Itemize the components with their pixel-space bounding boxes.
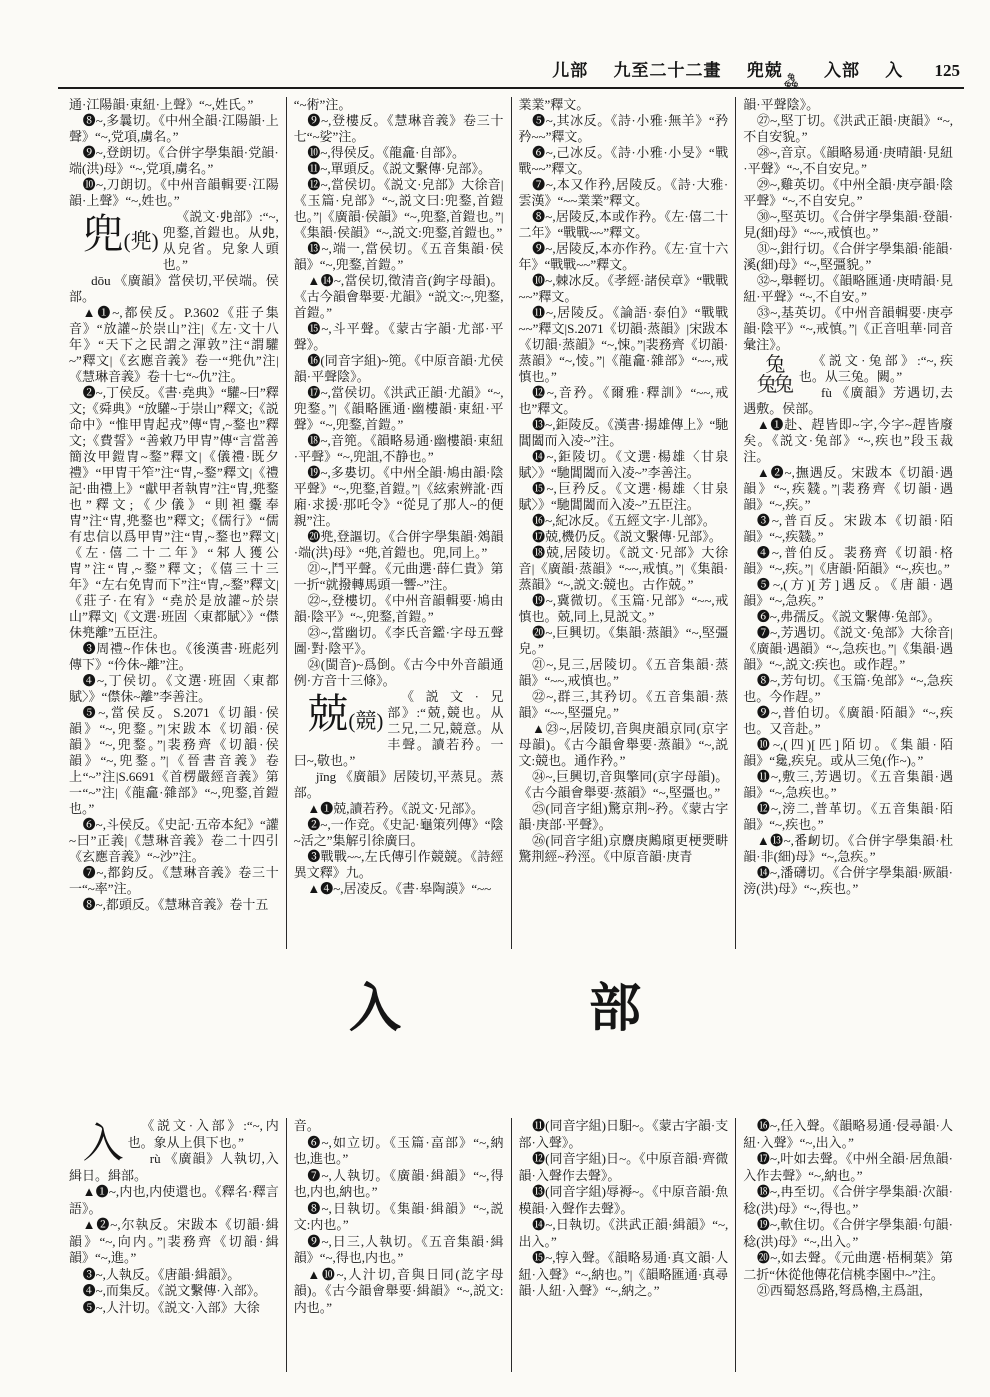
dictionary-entry: ⓱~,當侯切。《洪武正韻·尤韻》“~,兜鍪。”|《韻略匯通·幽樓韻·東紐·平聲》“~,兜鍪,首鎧。” <box>293 385 504 432</box>
dictionary-entry: ⓯~,斗平聲。《蒙古字韻·尤部·平聲》。 <box>293 321 504 352</box>
dictionary-entry: ❿~,得侯反。《龍龕·自部》。 <box>307 145 466 160</box>
dictionary-entry: ⓯~,犉入聲。《韻略易通·真文韻·人紐·入聲》“~,納也。”|《韻略匯通·真尋韻·人紐·入聲》“~,納之。” <box>518 1250 729 1298</box>
header-stroke-range: 九至二十二畫 <box>613 61 722 80</box>
dictionary-entry: ⓫(同音字組)日馹~。《蒙古字韻·支部·入聲》。 <box>518 1118 729 1150</box>
dictionary-entry: ㉑~,見三,居陵切。《五音集韻·蒸韻》“~~,戒慎也。” <box>518 657 729 688</box>
header-next-section: 入部 <box>824 61 860 80</box>
dictionary-entry: ▲❷~,尔執反。宋跋本《切韻·緝韻》“~,向内。”|裴務齊《切韻·緝韻》“~,進。” <box>69 1217 279 1265</box>
headword-block <box>69 1118 279 1166</box>
dictionary-entry: ㉜~,舉輕切。《韻略匯通·庚晴韻·見紐·平聲》“~,不自安。” <box>743 273 953 304</box>
dictionary-entry: ㉒~,群三,其矜切。《五音集韻·蒸韻》“~~,堅彊皃。” <box>518 689 729 720</box>
headword-block <box>294 689 504 769</box>
bottom-section <box>62 1118 960 1372</box>
dictionary-entry: ⓳~,冀微切。《玉篇·兄部》“~~,戒慎也。兢,同上,見説文。” <box>518 593 729 624</box>
bottom-column-3 <box>511 1118 736 1372</box>
dictionary-entry: ⓯~,巨矜反。《文選·楊雄〈甘泉賦〉》“馳閶闔而入凌~”五臣注。 <box>518 481 729 512</box>
dictionary-entry: ❼~,人執切。《廣韻·緝韻》“~,得也,内也,納也。” <box>293 1167 504 1199</box>
dictionary-entry: ▲⓮~,當侯切,徵清音(鉤字母韻)。《古今韻會舉要·尤韻》“説文:~,兜鍪,首鎧。” <box>293 273 504 320</box>
dictionary-entry: ❿~,刀朗切。《中州音韻輯要·江陽韻·上聲》“~,姓也。” <box>69 177 279 208</box>
dictionary-entry: ▲❹~,居凌反。《書·皋陶謨》“~~ <box>307 881 492 896</box>
dictionary-entry: ❿~,棘冰反。《孝經·諸侯章》“戰戰~~”釋文。 <box>518 273 729 304</box>
pinyin-reading: fù 《廣韻》芳遇切,去遇敷。侯部。 <box>743 385 953 416</box>
header-next-char: 入 <box>885 61 904 80</box>
headword-character: 兢(競) <box>307 691 384 737</box>
dictionary-entry: ⓱兢,機仍反。《説文繫傳·兄部》。 <box>532 529 722 544</box>
column-1 <box>62 97 286 949</box>
dictionary-entry: ⓮~,鉅陵切。《文選·楊雄〈甘泉賦〉》“馳閶闔而入凌~”李善注。 <box>518 449 729 480</box>
bottom-column-2 <box>286 1118 511 1372</box>
dictionary-entry: ㉙~,雞英切。《中州全韻·庚亭韻·陰平聲》“~,不自安皃。” <box>743 177 953 208</box>
dictionary-entry: ▲❶赴、趕皆即~字,今字~趕皆廢矣。《説文·兔部》“~,疾也”段玉裁注。 <box>743 417 953 464</box>
pinyin-reading: dōu 《廣韻》當侯切,平侯端。侯部。 <box>69 273 279 304</box>
dictionary-entry: ❼~,本又作矜,居陵反。《詩·大雅·雲漢》“~~業業”釋文。 <box>518 177 729 208</box>
dictionary-entry: ⓳~,多婁切。《中州全韻·鳩由韻·陰平聲》“~,兜鍪,首鎧。”|《絃索辨訛·西廂·求援·那吒令》“從見了那人~的便親”注。 <box>293 465 504 528</box>
dictionary-entry: ❽~,都頭反。《慧琳音義》卷十五 <box>82 897 269 912</box>
dictionary-entry: ㉔~,巨興切,音與擎同(京字母韻)。《古今韻會舉要·蒸韻》“~,堅彊也。” <box>518 769 729 800</box>
dictionary-entry: ❸~,普百反。宋跋本《切韻·陌韻》“~,疾𠓙。” <box>743 513 953 544</box>
headword-gloss: 《説文·入部》:“~,内也。象从上俱下也。” <box>127 1118 279 1150</box>
dictionary-entry: ❹~,而集反。《説文繫傳·入部》。 <box>82 1283 267 1298</box>
dictionary-entry: ⓫~,居陵反。《論語·泰伯》“戰戰~~”釋文|S.2071《切韻·蒸韻》|宋跋本《切韻·蒸韻》“~,悚。”|裴務齊《切韻·蒸韻》“~,㥄。”|《龍龕·雜部》“~~,戒慎也。” <box>518 305 729 384</box>
header-characters: 兜兢 兔 兔兔 <box>746 61 798 90</box>
continuation-text: 音。 <box>293 1118 320 1133</box>
top-section <box>62 97 960 949</box>
dictionary-entry: ⓭~,端一,當侯切。《五音集韻·侯韻》“~,兜鍪,首鎧。” <box>293 241 504 272</box>
dictionary-entry: ❷~,一作竞。《史記·龜策列傳》“陰~活之”集解引徐廣曰。 <box>293 817 504 848</box>
continuation-text: 韻·平聲陰》。 <box>743 97 820 112</box>
headword-character: 入 <box>82 1120 124 1166</box>
headword-variant: (兠) <box>123 229 159 253</box>
dictionary-entry: ❽~,多曩切。《中州全韻·江陽韻·上聲》“~,党項,虜名。” <box>69 113 279 144</box>
dictionary-entry: ⓮~,潘礴切。《合併字學集韻·厥韻·滂(洪)母》“~,疾也。” <box>743 865 953 896</box>
dictionary-entry: ㉚~,堅英切。《合併字學集韻·登韻·見(細)母》“~~,戒慎也。” <box>743 209 953 240</box>
headword-block <box>743 353 953 396</box>
divider-char-first: 入 <box>348 981 401 1038</box>
dictionary-entry: ⓲~,音篼。《韻略易通·幽樓韻·東紐·平聲》“~,兜詛,不静也。” <box>293 433 504 464</box>
dictionary-entry: ▲❶~,内也,内使還也。《釋名·釋言語》。 <box>69 1184 279 1216</box>
dictionary-entry: ▲❿~,人汁切,音與日同(訖字母韻)。《古今韻會舉要·緝韻》“~,説文:内也。” <box>293 1266 504 1315</box>
headword-variant: (競) <box>348 709 384 733</box>
dictionary-entry: ❾~,登朗切。《合併字學集韻·党韻·端(洪)母》“~,党項,虜名。” <box>69 145 279 176</box>
dictionary-entry: ❻~,斗侯反。《史記·五帝本紀》“讙~曰”正義|《慧琳音義》卷二十四引《玄應音義》“~沙”注。 <box>69 817 279 864</box>
dictionary-entry: ⓮~,日執切。《洪武正韻·緝韻》“~,出入。” <box>518 1217 729 1249</box>
dictionary-entry: ㉝~,基英切。《中州音韻輯要·庚亭韻·陰平》“~,戒慎。”|《正音咀華·同音彙注》。 <box>743 305 953 352</box>
dictionary-entry: ⓫~,單頭反。《説文繫傳·皃部》。 <box>307 161 492 176</box>
dictionary-entry: ❽~,居陵反,本或作矜。《左·僖二十二年》“戰戰~~”釋文。 <box>518 209 729 240</box>
dictionary-entry: ㉓~,當幽切。《李氏音鑑·字母五聲圖·對·陰平》。 <box>293 625 504 656</box>
dictionary-entry: ❻~,己冰反。《詩·小雅·小旻》“戰戰~~”釋文。 <box>518 145 729 176</box>
headword-gloss: 《説文·兔部》:“~,疾也。从三兔。闕。” <box>798 353 953 384</box>
dictionary-entry: ㉗~,堅丁切。《洪武正韻·庚韻》“~,不自安貌。” <box>743 113 953 144</box>
dictionary-entry: ⓰(同音字組)~篼。《中原音韻·尤侯韻·平聲陰》。 <box>293 353 504 384</box>
dictionary-entry: ㉒~,登樓切。《中州音韻輯要·鳩由韻·陰平》“~,兜鍪,首鎧。” <box>293 593 504 624</box>
three-rabbit-character: 兔 兔兔 <box>783 73 798 90</box>
dictionary-entry: ❻~,弗孺反。《説文繫傳·兔部》。 <box>756 609 941 624</box>
continuation-text: 業業”釋文。 <box>518 97 590 112</box>
continuation-text: 通·江陽韻·東紐·上聲》“~,姓氏。” <box>69 97 254 112</box>
dictionary-entry: ❼~,都鈞反。《慧琳音義》卷三十一“~率”注。 <box>69 865 279 896</box>
dictionary-entry: ㉕(同音字組)驚京荆~矜。《蒙古字韻·庚部·平聲》。 <box>518 801 729 832</box>
header-radical-section: 儿部 <box>552 61 589 80</box>
dictionary-entry: ⓱~,叶如去聲。《中州全韻·居魚韻·入作去聲》“~,納也。” <box>743 1151 953 1183</box>
dictionary-entry: ⓭~,鉅陵反。《漢書·揚雄傳上》“馳閶闔而入凌~”注。 <box>518 417 729 448</box>
dictionary-entry: ▲❶~,都侯反。P.3602《莊子集音》“放讙~於崇山”注|《左·文十八年》“天下之民謂之渾敦”注“謂驩~”釋文|《玄應音義》卷一“兠仇”注|《慧琳音義》卷十七“~仇”注。 <box>69 305 279 384</box>
divider-char-second: 部 <box>589 981 642 1038</box>
page-header <box>62 56 960 90</box>
bottom-column-4 <box>735 1118 960 1372</box>
column-3 <box>511 97 736 949</box>
continuation-text: “~術”注。 <box>293 97 352 112</box>
dictionary-entry: ▲❷~,撫遇反。宋跋本《切韻·遇韻》“~,疾𠓙。”|裴務齊《切韻·遇韻》“~,疾。” <box>743 465 953 512</box>
dictionary-entry: ❸周禮~作佅也。《後漢書·班彪列傳下》“仱佅~離”注。 <box>69 641 279 672</box>
column-4 <box>735 97 960 949</box>
pinyin-reading: jīng 《廣韻》居陵切,平蒸見。蒸部。 <box>293 769 504 800</box>
headword-three-rabbit-character: 兔 兔兔 <box>756 354 791 396</box>
dictionary-entry: ㉖(同音字組)京麖庚鶊廎更梗燛畊驚荆經~矜涇。《中原音韻·庚青 <box>518 833 729 864</box>
dictionary-entry: ❻~,如立切。《玉篇·畗部》“~,納也,進也。” <box>293 1134 504 1166</box>
page-number: 125 <box>934 61 960 80</box>
dictionary-entry: ❾~,登樓反。《慧琳音義》卷三十七“~娑”注。 <box>293 113 504 144</box>
headword-gloss: 《説文·𠑹部》:“~,兜鍪,首鎧也。从𠑹,从皃省。皃象人頭也。” <box>162 209 279 272</box>
dictionary-entry: ㉑~,鬥平聲。《元曲選·薛仁貴》第一折“就撥轉馬頭一響~”注。 <box>293 561 504 592</box>
dictionary-entry: ⓭(同音字組)辱褥~。《中原音韻·魚模韻·入聲作去聲》。 <box>518 1184 729 1216</box>
dictionary-entry: ❺~,(方)[芳]遇反。《唐韻·遇韻》“~,急疾。” <box>743 577 953 608</box>
dictionary-entry: ❺~,其冰反。《詩·小雅·無羊》“矜矜~~”釋文。 <box>518 113 729 144</box>
headword-character: 兜(兠) <box>82 211 159 257</box>
dictionary-entry: ⓲兢,居陵切。《説文·兄部》大徐音|《廣韻·蒸韻》“~~,戒慎。”|《集韻·蒸韻》“~,説文:競也。古作兢。” <box>518 545 729 592</box>
dictionary-entry: ❾~,居陵反,本亦作矜。《左·宣十六年》“戰戰~~”釋文。 <box>518 241 729 272</box>
dictionary-entry: ⓬~,音矜。《爾雅·釋訓》“~~,戒也”釋文。 <box>518 385 729 416</box>
pinyin-reading: rù 《廣韻》人執切,入緝日。緝部。 <box>69 1151 279 1183</box>
dictionary-entry: ⓫~,敷三,芳遇切。《五音集韻·遇韻》“~,急疾也。” <box>743 769 953 800</box>
dictionary-entry: ㉘~,音京。《韻略易通·庚晴韻·見紐·平聲》“~,不自安皃。” <box>743 145 953 176</box>
dictionary-entry: ⓬~,當侯切。《説文·皃部》大徐音|《玉篇·皃部》“~,説文曰:兜鍪,首鎧也。”|《廣韻·侯韻》“~,兜鍪,首鎧也。”|《集韻·侯韻》“~,説文:兜鍪,首鎧也。” <box>293 177 504 240</box>
bottom-column-1 <box>62 1118 286 1372</box>
dictionary-entry: ㉑西蜀怒爲路,弩爲櫓,主爲詛, <box>756 1283 923 1298</box>
dictionary-entry: ⓴~,如去聲。《元曲選·梧桐葉》第二折“休從他傳花信桃李園中~”注。 <box>743 1250 953 1282</box>
dictionary-entry: ⓲~,冉至切。《合併字學集韻·次韻·稔(洪)母》“~,得也。” <box>743 1184 953 1216</box>
dictionary-entry: ❹~,普伯反。裴務齊《切韻·格韻》“~,疾。”|《唐韻·陌韻》“~,疾也。” <box>743 545 953 576</box>
dictionary-entry: ❸~,人執反。《唐韻·緝韻》。 <box>82 1266 241 1282</box>
dictionary-entry: ❺~,人汁切。《説文·入部》大徐 <box>82 1299 260 1315</box>
dictionary-entry: ❼~,芳遇切。《説文·兔部》大徐音|《廣韻·遇韻》“~,急疾也。”|《集韻·遇韻》“~,説文:疾也。或作趕。” <box>743 625 953 672</box>
dictionary-entry: ❹~,丁侯切。《文選·班固〈東都賦〉》“僸佅~離”李善注。 <box>69 673 279 704</box>
dictionary-entry: ❽~,芳句切。《玉篇·兔部》“~,急疾也。今作趕。” <box>743 673 953 704</box>
dictionary-entry: ❿~,(四)[匹]陌切。《集韻·陌韻》“毚,疾皃。或从三兔(作~)。” <box>743 737 953 768</box>
section-divider <box>0 981 990 1038</box>
dictionary-entry: ㉛~,鉗行切。《合併字學集韻·能韻·溪(細)母》“~,堅彊貌。” <box>743 241 953 272</box>
header-rule <box>58 87 964 89</box>
column-2 <box>286 97 511 949</box>
dictionary-entry: ⓳~,軟住切。《合併字學集韻·句韻·稔(洪)母》“~,出入。” <box>743 1217 953 1249</box>
dictionary-entry: ❺~,當侯反。S.2071《切韻·侯韻》“~,兜鍪。”|宋跋本《切韻·侯韻》“~,兜鍪。”|裴務齊《切韻·侯韻》“~,兜鍪。”|《晉書音義》卷上“~”注|S.6691《首楞嚴經音義》第一“~”注|《龍龕·雜部》“~,兜鍪,首鎧也。” <box>69 705 279 816</box>
dictionary-entry: ⓰~,紀冰反。《五經文字·儿部》。 <box>532 513 716 528</box>
headword-block <box>69 209 279 273</box>
headword-gloss: 《説文·兄部》:“兢,競也。从二兄,二兄,競意。从丰聲。讀若矜。一曰~,敬也。” <box>293 689 504 768</box>
dictionary-entry: ⓴兠,登謳切。《合併字學集韻·鵁韻·端(洪)母》“兠,首鎧也。兜,同上。” <box>293 529 504 560</box>
dictionary-entry: ⓬~,滂二,普革切。《五音集韻·陌韻》“~,疾也。” <box>743 801 953 832</box>
dictionary-entry: ▲❶兢,讀若矜。《説文·兄部》。 <box>307 801 484 816</box>
dictionary-entry: ⓰~,任入聲。《韻略易通·侵尋韻·人紐·入聲》“~,出入。” <box>743 1118 953 1150</box>
dictionary-entry: ㉔(閩音)~爲倒。《古今中外音韻通例·方音十三條》。 <box>293 657 504 688</box>
dictionary-entry: ❾~,普伯切。《廣韻·陌韻》“~,疾也。又音赴。” <box>743 705 953 736</box>
dictionary-entry: ▲⓭~,番衂切。《合併字學集韻·杜韻·非(細)母》“~,急疾。” <box>743 833 953 864</box>
dictionary-entry: ⓴~,巨興切。《集韻·蒸韻》“~,堅彊皃。” <box>518 625 729 656</box>
dictionary-entry: ❷~,丁侯反。《書·堯典》“驩~曰”釋文;《舜典》“放驩~于崇山”釋文;《説命中》“惟甲冑起戎”傳“冑,~鍪也”釋文;《費誓》“善敹乃甲冑”傳“言當善簡汝甲鎧冑~鍪”釋文|《儀禮·既夕禮》“甲冑干笮”注“冑,~鍪”釋文|《禮記·曲禮上》“獻甲者執冑”注“冑,兠鍪也”釋文;《少儀》“則袒櫜奉冑”注“冑,兠鍪也”釋文;《儒行》“儒有忠信以爲甲冑”注“冑,~鍪也”釋文|《左·僖二十二年》“邾人獲公冑”注“冑,~鍪”釋文;《僖三十三年》“左右免冑而下”注“冑,~鍪”釋文|《莊子·在宥》“堯於是放讙~於崇山”釋文|《文選·班固〈東都賦〉》“僸佅兠離”五臣注。 <box>69 385 279 640</box>
dictionary-entry: ▲㉓~,居陵切,音與庚韻京同(京字母韻)。《古今韻會舉要·蒸韻》“~,説文:競也。通作矜。” <box>518 721 729 768</box>
dictionary-entry: ❾~,日三,人執切。《五音集韻·緝韻》“~,得也,内也。” <box>293 1233 504 1265</box>
dictionary-entry: ❸戰戰~~,左氏傳引作競競。《詩經異文釋》九。 <box>293 849 504 880</box>
dictionary-entry: ❽~,日執切。《集韻·緝韻》“~,説文:内也。” <box>293 1200 504 1232</box>
dictionary-entry: ⓬(同音字組)日~。《中原音韻·齊微韻·入聲作去聲》。 <box>518 1151 729 1183</box>
